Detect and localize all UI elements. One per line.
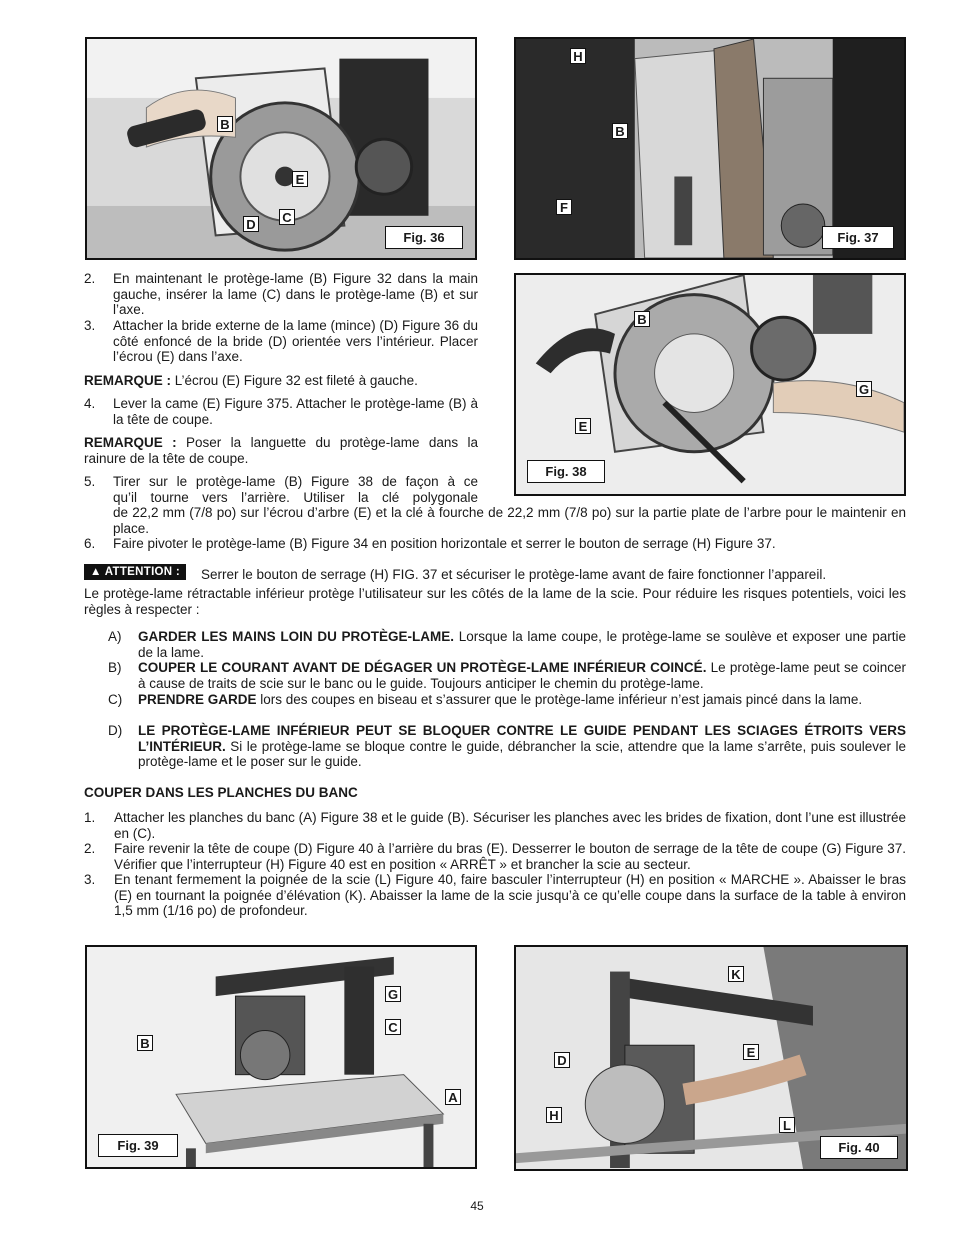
figure-label: Fig. 36 — [385, 226, 463, 249]
callout-c: C — [279, 209, 295, 225]
rule-b: B) COUPER LE COURANT AVANT DE DÉGAGER UN PROTÈGE-LAME INFÉRIEUR COINCÉ. Le protège-lame peut se coincer à cause de traits de scie sur le banc ou le guide. Toujours anticiper le chemin du protège-lame. — [108, 660, 906, 691]
intro-paragraph: Le protège-lame rétractable inférieur protège l’utilisateur sur les côtés de la lame de la scie. Pour réduire les risques potentiels, voici les règles à respecter : — [84, 586, 906, 617]
figure-label: Fig. 39 — [98, 1134, 178, 1157]
rule-d: D) LE PROTÈGE-LAME INFÉRIEUR PEUT SE BLOQUER CONTRE LE GUIDE PENDANT LES SCIAGES ÉTROITS VERS L’INTÉRIEUR. Si le protège-lame se bloque contre le guide, débrancher la scie, attendre que la lame s’arrête, puis soulever le protège-lame et le poser sur le guide. — [108, 723, 906, 769]
remarque-2: REMARQUE : Poser la languette du protège-lame dans la rainure de la tête de coupe. — [84, 435, 479, 466]
figure-label: Fig. 38 — [527, 460, 605, 483]
callout-c: C — [385, 1019, 401, 1035]
callout-d: D — [554, 1052, 570, 1068]
callout-d: D — [243, 216, 259, 232]
callout-b: B — [634, 311, 650, 327]
step-3: 3. Attacher la bride externe de la lame (mince) (D) Figure 36 du côté enfoncé de la bride (D) orientée vers l’intérieur. Placer l’écrou (E) dans l’axe. — [84, 318, 478, 364]
callout-b: B — [217, 116, 233, 132]
figure-label: Fig. 37 — [822, 226, 894, 249]
figure-label: Fig. 40 — [820, 1136, 898, 1159]
callout-h: H — [546, 1107, 562, 1123]
figure-36 — [85, 37, 477, 260]
attention-text: Serrer le bouton de serrage (H) FIG. 37 et sécuriser le protège-lame avant de faire fonctionner l’appareil. — [201, 567, 827, 582]
remarque-1: REMARQUE : L’écrou (E) Figure 32 est fileté à gauche. — [84, 373, 418, 388]
step-4: 4. Lever la came (E) Figure 375. Attacher le protège-lame (B) à la tête de coupe. — [84, 396, 478, 427]
step-b3: 3. En tenant fermement la poignée de la scie (L) Figure 40, faire basculer l’interrupteur (H) en position « MARCHE ». Abaisser le bras (E) en tournant la poignée d’élévation (K). Abaisser la lame de la scie jusqu’à ce qu’elle coupe dans la surface de la table à environ 1,5 mm (1/16 po) de profondeur. — [84, 872, 906, 918]
figure-37 — [514, 37, 906, 260]
callout-b: B — [612, 123, 628, 139]
callout-g: G — [385, 986, 401, 1002]
figure-39 — [85, 945, 477, 1169]
step-b1: 1. Attacher les planches du banc (A) Figure 38 et le guide (B). Sécuriser les planches avec les brides de fixation, dont l’une est illustrée en (C). — [84, 810, 906, 841]
callout-h: H — [570, 48, 586, 64]
step-2: 2. En maintenant le protège-lame (B) Figure 32 dans la main gauche, insérer la lame (C) dans le protège-lame (B) et sur l’axe. — [84, 271, 478, 317]
callout-l: L — [779, 1117, 795, 1133]
callout-g: G — [856, 381, 872, 397]
callout-e: E — [575, 418, 591, 434]
callout-b: B — [137, 1035, 153, 1051]
figure-38 — [514, 273, 906, 496]
callout-e: E — [743, 1044, 759, 1060]
section-heading: COUPER DANS LES PLANCHES DU BANC — [84, 785, 358, 800]
callout-e: E — [292, 171, 308, 187]
step-5: 5. Tirer sur le protège-lame (B) Figure 38 de façon à ce qu’il tourne vers l’arrière. Utiliser la clé polygonale de 22,2 mm (7/8 po) sur l’écrou d’arbre (E) et la clé à fourche de 22,2 mm (7/8 po) sur la partie plate de l’arbre pour le maintenir en place. — [84, 474, 906, 536]
attention-badge: ▲ ATTENTION : — [84, 564, 186, 580]
callout-a: A — [445, 1089, 461, 1105]
step-b2: 2. Faire revenir la tête de coupe (D) Figure 40 à l’arrière du bras (E). Desserrer le bouton de serrage de la tête de coupe (G) Figure 37. Vérifier que l’interrupteur (H) Figure 40 est en position « ARRÊT » et brancher la scie au secteur. — [84, 841, 906, 872]
figure-40 — [514, 945, 908, 1171]
warning-icon: ▲ — [90, 566, 102, 578]
callout-k: K — [728, 966, 744, 982]
rule-c: C) PRENDRE GARDE lors des coupes en biseau et s’assurer que le protège-lame inférieur n’est jamais pincé dans la lame. — [108, 692, 863, 707]
rule-a: A) GARDER LES MAINS LOIN DU PROTÈGE-LAME. Lorsque la lame coupe, le protège-lame se soulève et exposer une partie de la lame. — [108, 629, 906, 660]
step-6: 6. Faire pivoter le protège-lame (B) Figure 34 en position horizontale et serrer le bouton de serrage (H) Figure 37. — [84, 536, 776, 551]
page-number: 45 — [470, 1199, 484, 1213]
callout-f: F — [556, 199, 572, 215]
